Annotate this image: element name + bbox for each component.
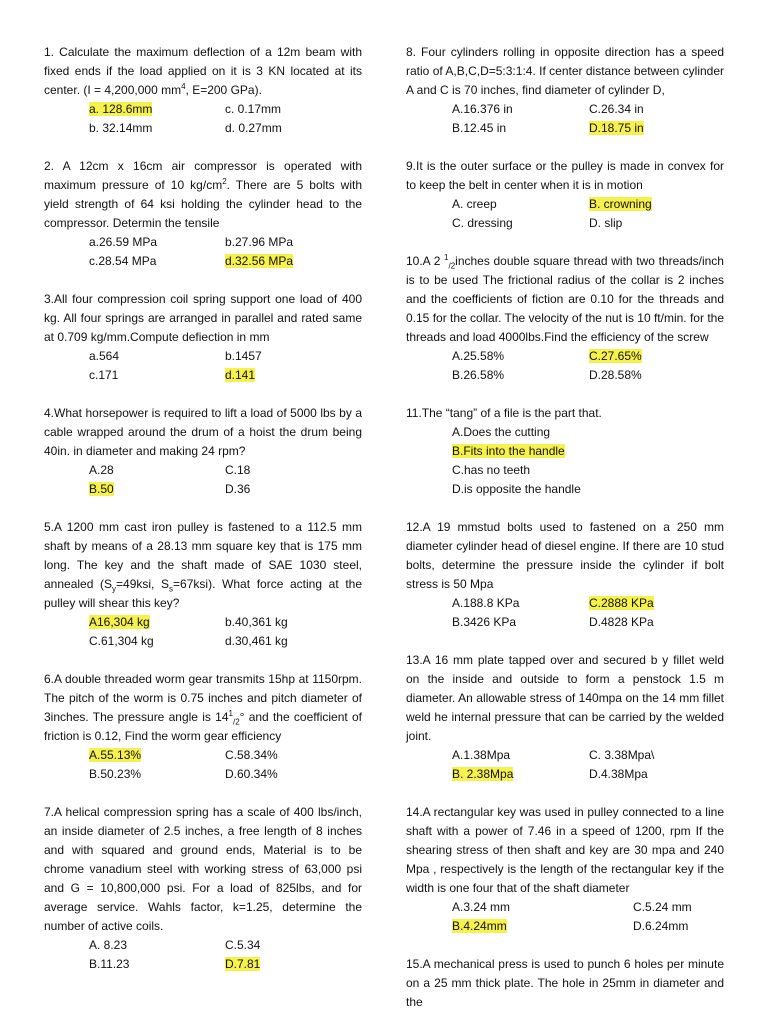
- question-4: [44, 404, 362, 499]
- question-1: [44, 43, 362, 138]
- question-10: [406, 252, 724, 385]
- q11-option-b: B.Fits into the handle: [452, 444, 565, 458]
- question-11: [406, 404, 724, 499]
- q1-option-a: a. 128.6mm: [89, 102, 153, 116]
- q5-option-c: C.61,304 kg: [89, 634, 154, 648]
- question-15: [406, 955, 724, 1012]
- q10-option-d: D.28.58%: [589, 368, 642, 382]
- question-7-stem: 7.A helical compression spring has a scale of 400 lbs/inch, an inside diameter of 2.5 inches, a free length of 8 inches and with squared and ground ends, Material is to be chrome vanadium steel with working stress of 63,000 psi and G = 10,800,000 psi. For a load of 825lbs, and for average service. Wahls factor, k=1.25, determine the number of active coils.: [44, 805, 362, 933]
- q3-option-d: d.141: [225, 368, 256, 382]
- q6-option-b: B.50.23%: [89, 767, 142, 781]
- question-15-stem: 15.A mechanical press is used to punch 6 holes per minute on a 25 mm thick plate. The hole in 25mm in diameter and the: [406, 957, 724, 1009]
- q12-option-a: A.188.8 KPa: [452, 596, 520, 610]
- q9-option-c: C. dressing: [452, 216, 513, 230]
- q7-option-d: D.7.81: [225, 957, 261, 971]
- q11-option-c: C.has no teeth: [452, 463, 531, 477]
- q8-option-d: D.18.75 in: [589, 121, 644, 135]
- question-2: [44, 157, 362, 271]
- q3-option-a: a.564: [89, 349, 120, 363]
- left-column: [44, 43, 362, 993]
- q6-option-c: C.58.34%: [225, 748, 278, 762]
- q3-option-b: b.1457: [225, 349, 262, 363]
- right-column: [406, 43, 724, 1031]
- question-13-stem: 13.A 16 mm plate tapped over and secured b y fillet weld on the inside and outside to form a penstock 1.5 m diameter. An allowable stress of 140mpa on the 14 mm fillet weld he internal pressure that can be carried by the welded joint.: [406, 653, 724, 743]
- q2-option-a: a.26.59 MPa: [89, 235, 158, 249]
- q6-option-d: D.60.34%: [225, 767, 278, 781]
- question-8: [406, 43, 724, 138]
- q2-option-b: b.27.96 MPa: [225, 235, 294, 249]
- question-5: [44, 518, 362, 651]
- q2-option-c: c.28.54 MPa: [89, 254, 157, 268]
- q6-option-a: A.55.13%: [89, 748, 142, 762]
- q5-option-a: A16,304 kg: [89, 615, 150, 629]
- q12-option-c: C.2888 KPa: [589, 596, 654, 610]
- q10-option-c: C.27.65%: [589, 349, 642, 363]
- q10-option-a: A.25.58%: [452, 349, 505, 363]
- q4-option-d: D.36: [225, 482, 251, 496]
- question-1-stem: 1. Calculate the maximum deflection of a 12m beam with fixed ends if the load applied on it is 3 KN located at its center. (I = 4,200,000 $mm^4$, E=200 GPa).: [44, 45, 362, 97]
- q13-option-d: D.4.38Mpa: [589, 767, 648, 781]
- question-7: [44, 803, 362, 974]
- question-10-stem: 10.A 2 $^1_{/2}$inches double square thread with two threads/inch is to be used The frictional radius of the collar is 2 inches and the coefficients of fiction are 0.10 for the threads and 0.15 for the collar. The velocity of the nut is 10 ft/min. for the threads and load 4000lbs.Find the efficiency of the screw: [406, 253, 724, 344]
- q2-option-d: d.32.56 MPa: [225, 254, 294, 268]
- q4-option-c: C.18: [225, 463, 251, 477]
- q14-option-b: B.4.24mm: [452, 919, 507, 933]
- q11-option-d: D.is opposite the handle: [452, 482, 581, 496]
- question-6-stem: 6.A double threaded worm gear transmits 15hp at 1150rpm. The pitch of the worm is 0.75 inches and pitch diameter of 3inches. The pressure angle is $14^1_{/2}^\circ$ and the coefficient of friction is 0.12, Find the worm gear efficiency: [44, 672, 362, 743]
- question-14-stem: 14.A rectangular key was used in pulley connected to a line shaft with a power of 7.46 in a speed of 1200, rpm If the shearing stress of then shaft and key are 30 mpa and 240 Mpa , respectively is the length of the rectangular key if the width is one four that of the shaft diameter: [406, 805, 724, 895]
- q14-option-a: A.3.24 mm: [452, 900, 511, 914]
- q12-option-b: B.3426 KPa: [452, 615, 517, 629]
- q13-option-b: B. 2.38Mpa: [452, 767, 514, 781]
- q13-option-c: C. 3.38Mpa\: [589, 748, 655, 762]
- q7-option-a: A. 8.23: [89, 938, 128, 952]
- q1-option-c: c. 0.17mm: [225, 102, 282, 116]
- q7-option-b: B.11.23: [89, 957, 130, 971]
- q14-option-d: D.6.24mm: [633, 919, 689, 933]
- q8-option-b: B.12.45 in: [452, 121, 507, 135]
- question-9-stem: 9.It is the outer surface or the pulley is made in convex for to keep the belt in center when it is in motion: [406, 159, 724, 192]
- question-11-stem: 11.The “tang” of a file is the part that.: [406, 406, 602, 420]
- q4-option-b: B.50: [89, 482, 114, 496]
- question-3-stem: 3.All four compression coil spring support one load of 400 kg. All four springs are arranged in parallel and rated same at 0.709 kg/mm.Compute defiection in mm: [44, 292, 362, 344]
- q9-option-d: D. slip: [589, 216, 623, 230]
- question-4-stem: 4.What horsepower is required to lift a load of 5000 lbs by a cable wrapped around the drum of a hoist the drum being 40in. in diameter and making 24 rpm?: [44, 406, 362, 458]
- question-5-stem: 5.A 1200 mm cast iron pulley is fastened to a 112.5 mm shaft by means of a 28.13 mm square key that is 175 mm long. The key and the shaft made of SAE 1030 steel, annealed ($S_y=49ksi$, $S_s=67ksi$). What force acting at the pulley will shear this key?: [44, 520, 363, 610]
- q3-option-c: c.171: [89, 368, 119, 382]
- q1-option-b: b. 32.14mm: [89, 121, 153, 135]
- question-8-stem: 8. Four cylinders rolling in opposite direction has a speed ratio of A,B,C,D=5:3:1:4. If center distance between cylinder A and C is 70 inches, find diameter of cylinder D,: [406, 45, 724, 97]
- q10-option-b: B.26.58%: [452, 368, 505, 382]
- question-12-stem: 12.A 19 mmstud bolts used to fastened on a 250 mm diameter cylinder head of diesel engine. If there are 10 stud bolts, determine the pressure inside the cylinder if bolt stress is 50 Mpa: [406, 520, 724, 591]
- q5-option-b: b.40,361 kg: [225, 615, 288, 629]
- q1-option-d: d. 0.27mm: [225, 121, 282, 135]
- q13-option-a: A.1.38Mpa: [452, 748, 511, 762]
- q9-option-b: B. crowning: [589, 197, 652, 211]
- question-3: [44, 290, 362, 385]
- q4-option-a: A.28: [89, 463, 114, 477]
- q8-option-a: A.16.376 in: [452, 102, 513, 116]
- question-9: [406, 157, 724, 233]
- question-2-stem: 2. A 12cm x 16cm air compressor is operated with maximum pressure of 10 $kg/cm^2$. There are 5 bolts with yield strength of 64 ksi holding the cylinder head to the compressor. Determin the tensile: [44, 159, 363, 230]
- question-6: [44, 670, 362, 784]
- q9-option-a: A. creep: [452, 197, 497, 211]
- q8-option-c: C.26.34 in: [589, 102, 644, 116]
- q5-option-d: d.30,461 kg: [225, 634, 288, 648]
- q11-option-a: A.Does the cutting: [452, 425, 551, 439]
- question-13: [406, 651, 724, 784]
- q12-option-d: D.4828 KPa: [589, 615, 654, 629]
- question-12: [406, 518, 724, 632]
- q14-option-c: C.5.24 mm: [633, 900, 692, 914]
- question-14: [406, 803, 724, 936]
- q7-option-c: C.5.34: [225, 938, 261, 952]
